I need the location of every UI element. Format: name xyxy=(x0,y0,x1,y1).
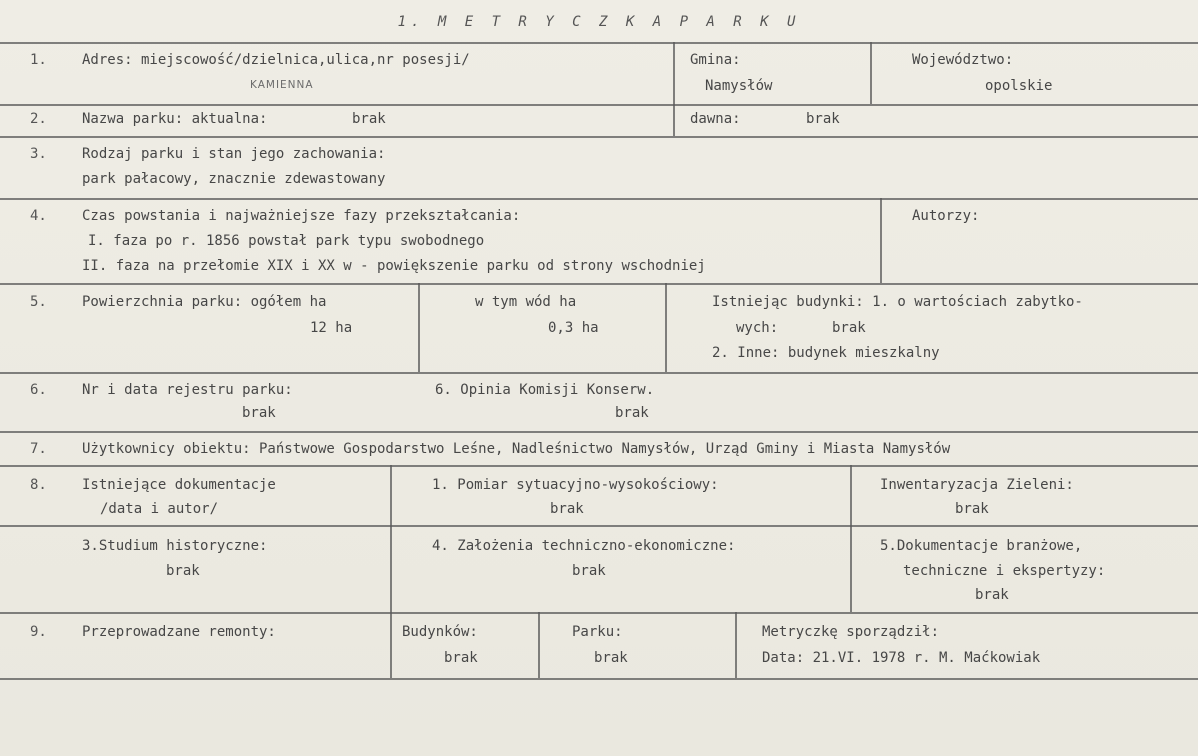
park-type-value: park pałacowy, znacznie zdewastowany xyxy=(82,171,386,187)
water-value: 0,3 ha xyxy=(548,320,599,336)
buildings-repairs-value: brak xyxy=(444,650,478,666)
survey-value: brak xyxy=(550,501,584,517)
row-9-number: 9. xyxy=(30,624,47,640)
repairs-label: Przeprowadzane remonty: xyxy=(82,624,276,640)
history-label: Czas powstania i najważniejsze fazy przekształcania: xyxy=(82,208,521,224)
prepared-by-label: Metryczkę sporządził: xyxy=(762,624,940,640)
gmina-value: Namysłów xyxy=(705,78,773,94)
row-4-number: 4. xyxy=(30,208,47,224)
rule-after-6 xyxy=(0,431,1198,433)
history-phase-2: II. faza na przełomie XIX i XX w - powiększenie parku od strony wschodniej xyxy=(82,258,706,274)
row-2-number: 2. xyxy=(30,111,47,127)
rule-after-5 xyxy=(0,372,1198,374)
greenery-value: brak xyxy=(955,501,989,517)
col-r5-a xyxy=(418,283,420,372)
area-label: Powierzchnia parku: ogółem ha xyxy=(82,294,327,310)
register-value: brak xyxy=(242,405,276,421)
history-study-value: brak xyxy=(166,563,200,579)
park-repairs-value: brak xyxy=(594,650,628,666)
survey-label: 1. Pomiar sytuacyjno-wysokościowy: xyxy=(432,477,719,493)
docs-label: Istniejące dokumentacje xyxy=(82,477,276,493)
col-r2 xyxy=(673,104,675,136)
docs-label-2: /data i autor/ xyxy=(100,501,219,517)
former-name-label: dawna: xyxy=(690,111,741,127)
row-7-number: 7. xyxy=(30,441,47,457)
col-r4 xyxy=(880,198,882,283)
users-text: Użytkownicy obiektu: Państwowe Gospodarstwo Leśne, Nadleśnictwo Namysłów, Urząd Gminy i Miasta Namysłów xyxy=(82,441,951,457)
row-8-number: 8. xyxy=(30,477,47,493)
address-value: KAMIENNA xyxy=(250,79,314,91)
col-r8-b xyxy=(850,465,852,612)
voivodeship-label: Województwo: xyxy=(912,52,1014,68)
col-r9-a xyxy=(390,612,392,678)
buildings-label: Istniejąc budynki: 1. o wartościach zabytko- xyxy=(712,294,1083,310)
history-study-label: 3.Studium historyczne: xyxy=(82,538,268,554)
buildings-repairs-label: Budynków: xyxy=(402,624,478,640)
row-6-number: 6. xyxy=(30,382,47,398)
other-buildings: 2. Inne: budynek mieszkalny xyxy=(712,345,940,361)
rule-after-3 xyxy=(0,198,1198,200)
prepared-by-value: Data: 21.VI. 1978 r. M. Maćkowiak xyxy=(762,650,1041,666)
row-3-number: 3. xyxy=(30,146,47,162)
authors-label: Autorzy: xyxy=(912,208,980,224)
greenery-label: Inwentaryzacja Zieleni: xyxy=(880,477,1074,493)
rule-mid-8 xyxy=(0,525,1198,527)
row-5-number: 5. xyxy=(30,294,47,310)
rule-after-9 xyxy=(0,678,1198,680)
col-r1-a xyxy=(673,42,675,104)
col-r8-a xyxy=(390,465,392,612)
branch-docs-label-2: techniczne i ekspertyzy: xyxy=(903,563,1106,579)
rule-after-2 xyxy=(0,136,1198,138)
gmina-label: Gmina: xyxy=(690,52,741,68)
col-r9-b xyxy=(538,612,540,678)
tech-econ-label: 4. Założenia techniczno-ekonomiczne: xyxy=(432,538,736,554)
history-phase-1: I. faza po r. 1856 powstał park typu swobodnego xyxy=(88,233,485,249)
rule-after-4 xyxy=(0,283,1198,285)
voivodeship-value: opolskie xyxy=(985,78,1053,94)
water-label: w tym wód ha xyxy=(475,294,577,310)
rule-top xyxy=(0,42,1198,44)
col-r5-b xyxy=(665,283,667,372)
branch-docs-label: 5.Dokumentacje branżowe, xyxy=(880,538,1083,554)
col-r9-c xyxy=(735,612,737,678)
opinion-label: 6. Opinia Komisji Konserw. xyxy=(435,382,655,398)
area-value: 12 ha xyxy=(310,320,353,336)
opinion-value: brak xyxy=(615,405,649,421)
col-r1-b xyxy=(870,42,872,104)
park-repairs-label: Parku: xyxy=(572,624,623,640)
address-label: Adres: miejscowość/dzielnica,ulica,nr posesji/ xyxy=(82,52,470,68)
park-type-label: Rodzaj parku i stan jego zachowania: xyxy=(82,146,386,162)
row-1-number: 1. xyxy=(30,52,47,68)
rule-after-8 xyxy=(0,612,1198,614)
park-name-label: Nazwa parku: aktualna: xyxy=(82,111,268,127)
former-name-value: brak xyxy=(806,111,840,127)
register-label: Nr i data rejestru parku: xyxy=(82,382,293,398)
park-name-value: brak xyxy=(352,111,386,127)
buildings-label-cont: wych: xyxy=(736,320,779,336)
rule-after-1 xyxy=(0,104,1198,106)
page-title: 1. M E T R Y C Z K A P A R K U xyxy=(397,14,801,30)
buildings-value: brak xyxy=(832,320,866,336)
tech-econ-value: brak xyxy=(572,563,606,579)
branch-docs-value: brak xyxy=(975,587,1009,603)
rule-after-7 xyxy=(0,465,1198,467)
